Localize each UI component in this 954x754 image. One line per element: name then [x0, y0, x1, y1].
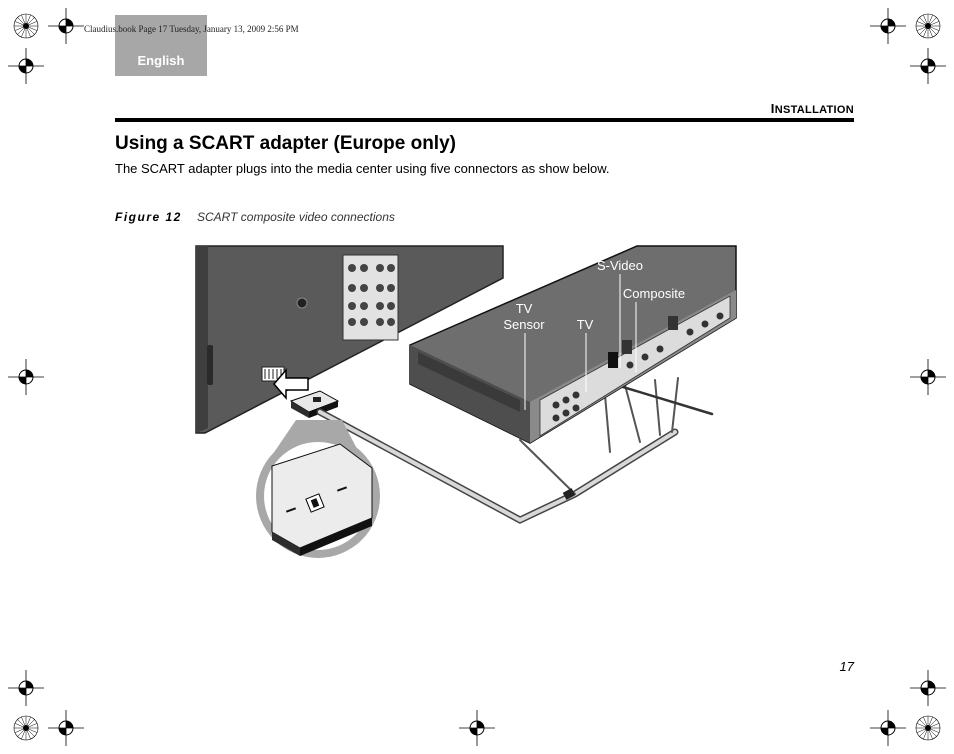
callout-tv-sensor-line1: TV	[515, 301, 533, 316]
section-heading-rest: NSTALLATION	[774, 104, 854, 116]
section-heading-initial: I	[770, 101, 775, 116]
figure-label: Figure 12	[115, 210, 182, 224]
page-number: 17	[839, 659, 854, 674]
magnifier-detail	[256, 420, 380, 558]
page-title: Using a SCART adapter (Europe only)	[115, 133, 456, 154]
language-tab-label: English	[137, 53, 185, 68]
callout-s-video: S-Video	[596, 258, 644, 273]
book-meta-line: Claudius.book Page 17 Tuesday, January 13, 2009 2:56 PM	[84, 24, 299, 34]
callout-composite: Composite	[622, 286, 686, 301]
callout-tv: TV	[576, 317, 594, 332]
callout-tv-sensor-line2: Sensor	[503, 317, 545, 332]
intro-paragraph: The SCART adapter plugs into the media center using five connectors as show below.	[115, 161, 610, 176]
figure-caption: SCART composite video connections	[197, 210, 395, 224]
